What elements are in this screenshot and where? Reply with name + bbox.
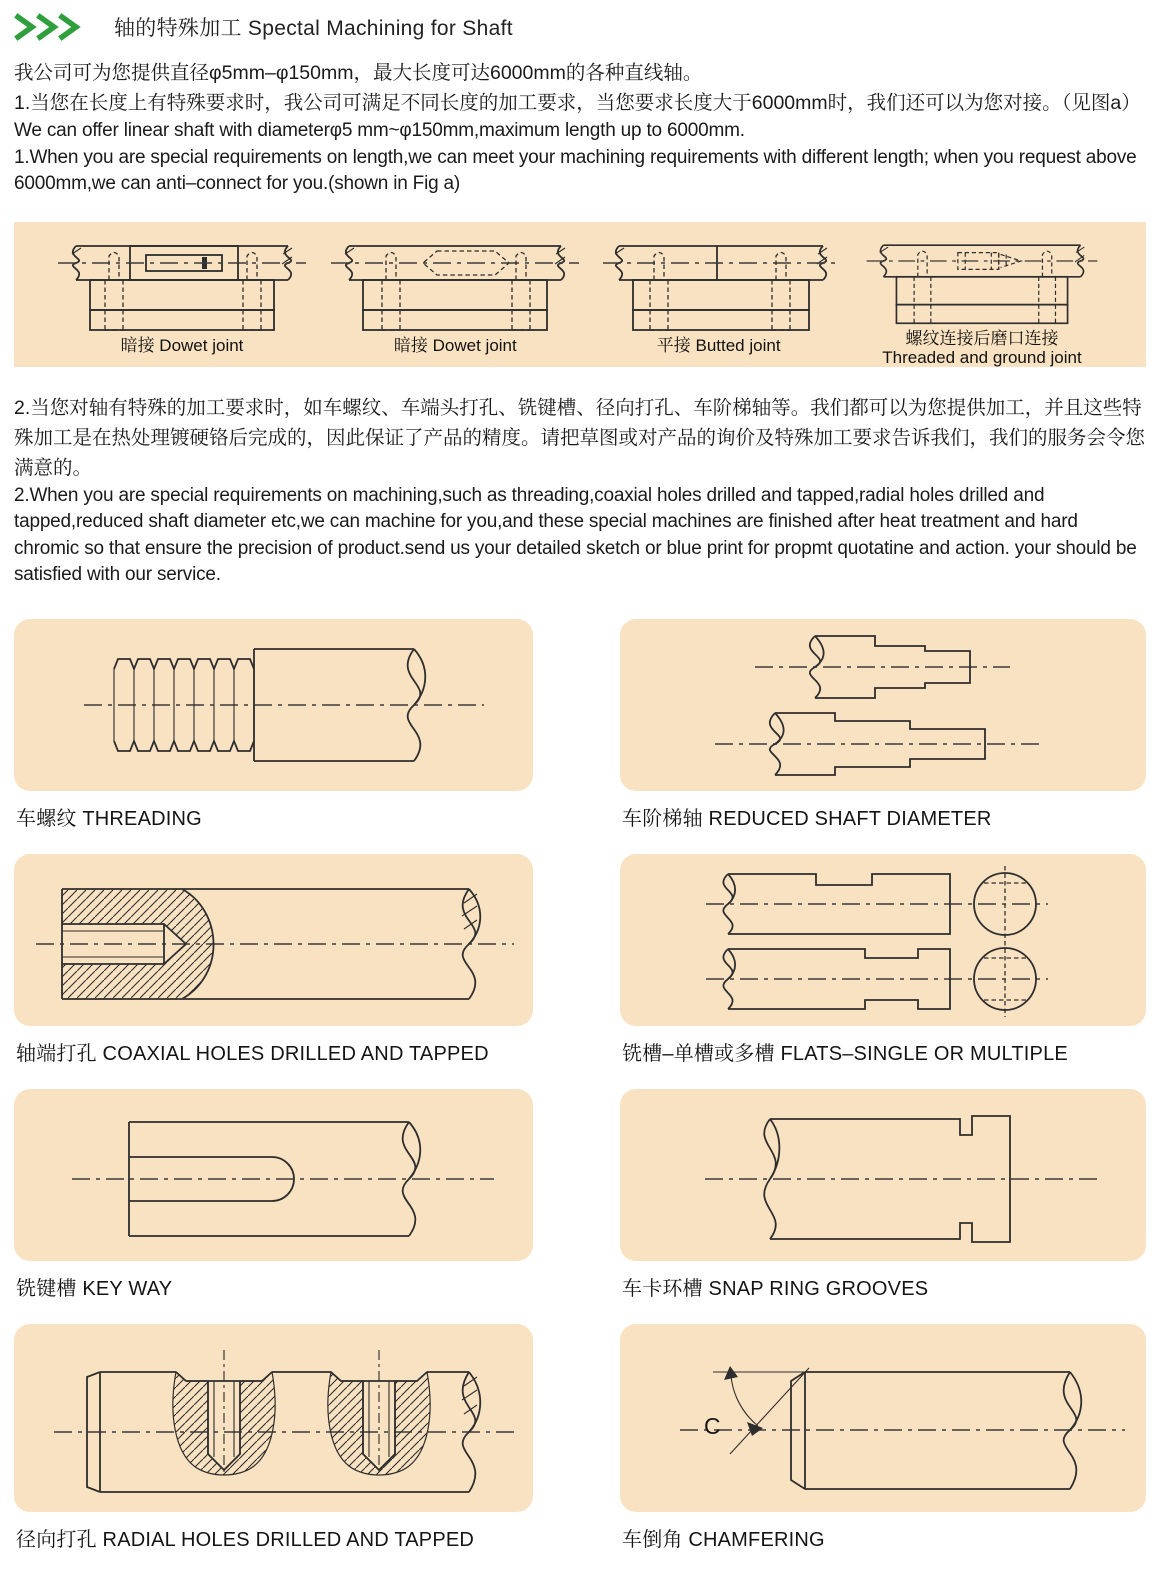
- intro-en-line1: We can offer linear shaft with diameterφ5 mm~φ150mm,maximum length up to 6000mm.: [14, 120, 745, 141]
- chamfering-drawing: [620, 1324, 1146, 1512]
- machining-paragraph: [14, 393, 1146, 589]
- machining-cn-text: 2.当您对轴有特殊的加工要求时，如车螺纹、车端头打孔、铣键槽、径向打孔、车阶梯轴等。我们都可以为您提供加工，并且这些特殊加工是在热处理镀硬铬后完成的，因此保证了产品的精度。请把草图或对产品的询价及特殊加工要求告诉我们，我们的服务会令您满意的。: [14, 396, 1146, 479]
- page-header: [14, 0, 1146, 42]
- flats-drawing: [620, 854, 1146, 1026]
- reduced-shaft-drawing: [620, 619, 1146, 791]
- key-way-drawing: [14, 1089, 533, 1261]
- dowet-joint-capsule-drawing: [325, 234, 585, 334]
- panel-caption: 铣槽–单槽或多槽 FLATS–SINGLE OR MULTIPLE: [622, 1042, 1068, 1065]
- joint-caption: 平接 Butted joint: [656, 335, 781, 355]
- joint-caption: 暗接 Dowet joint: [393, 335, 517, 355]
- panel-caption: 车倒角 CHAMFERING: [622, 1528, 825, 1551]
- panel-radial-holes: [14, 1324, 533, 1565]
- dowet-joint-hatched-drawing: [52, 234, 312, 334]
- radial-holes-drawing: [14, 1324, 533, 1512]
- panel-caption: 车螺纹 THREADING: [16, 807, 202, 830]
- panel-caption: 车卡环槽 SNAP RING GROOVES: [622, 1277, 929, 1300]
- panel-threading: [14, 619, 533, 844]
- chevrons-right-icon: [14, 12, 86, 42]
- joint-types-banner: [14, 222, 1146, 367]
- panel-caption: 铣键槽 KEY WAY: [16, 1277, 173, 1300]
- panel-caption: 轴端打孔 COAXIAL HOLES DRILLED AND TAPPED: [16, 1042, 489, 1065]
- panel-caption: 径向打孔 RADIAL HOLES DRILLED AND TAPPED: [16, 1528, 475, 1551]
- panel-snap-ring: [620, 1089, 1146, 1314]
- joint-figure-dowet-2: [325, 234, 585, 367]
- joint-figure-dowet-1: [52, 234, 312, 367]
- page-title: 轴的特殊加工 Spectal Machining for Shaft: [114, 17, 513, 40]
- butted-joint-drawing: [599, 234, 839, 334]
- panel-reduced-shaft: [620, 619, 1146, 844]
- joint-caption: 螺纹连接后磨口连接 Threaded and ground joint: [882, 328, 1082, 367]
- chamfer-angle-label: C: [704, 1412, 721, 1439]
- machining-panel-grid: [14, 619, 1146, 1575]
- snap-ring-drawing: [620, 1089, 1146, 1261]
- coaxial-holes-drawing: [14, 854, 533, 1026]
- intro-paragraph: [14, 58, 1146, 198]
- joint-caption: 暗接 Dowet joint: [120, 335, 244, 355]
- panel-chamfering: [620, 1324, 1146, 1565]
- threading-drawing: [14, 619, 533, 791]
- intro-cn-line1: 我公司可为您提供直径φ5mm–φ150mm，最大长度可达6000mm的各种直线轴。: [14, 62, 703, 84]
- joint-figure-threaded-ground: [852, 234, 1112, 367]
- intro-en-line2: 1.When you are special requirements on length,we can meet your machining requirements with different length; when you request above 6000mm,we can anti–connect for you.(shown in Fig a): [14, 146, 1137, 194]
- machining-en-text: 2.When you are special requirements on machining,such as threading,coaxial holes drilled and tapped,radial holes drilled and tapped,reduced shaft diameter etc,we can machine for you,and these special machines are finished after heat treatment and hard chromic so that ensure the precision of product.send us your detailed sketch or blue print for propmt quotatine and action. your should be satisfied with our service.: [14, 484, 1137, 585]
- joint-figure-butted: [599, 234, 839, 367]
- threaded-ground-joint-drawing: [852, 234, 1112, 327]
- panel-caption: 车阶梯轴 REDUCED SHAFT DIAMETER: [622, 807, 992, 830]
- panel-key-way: [14, 1089, 533, 1314]
- panel-coaxial-holes: [14, 854, 533, 1079]
- panel-flats: [620, 854, 1146, 1079]
- intro-cn-line2: 1.当您在长度上有特殊要求时，我公司可满足不同长度的加工要求，当您要求长度大于6000mm时，我们还可以为您对接。（见图a）: [14, 92, 1141, 114]
